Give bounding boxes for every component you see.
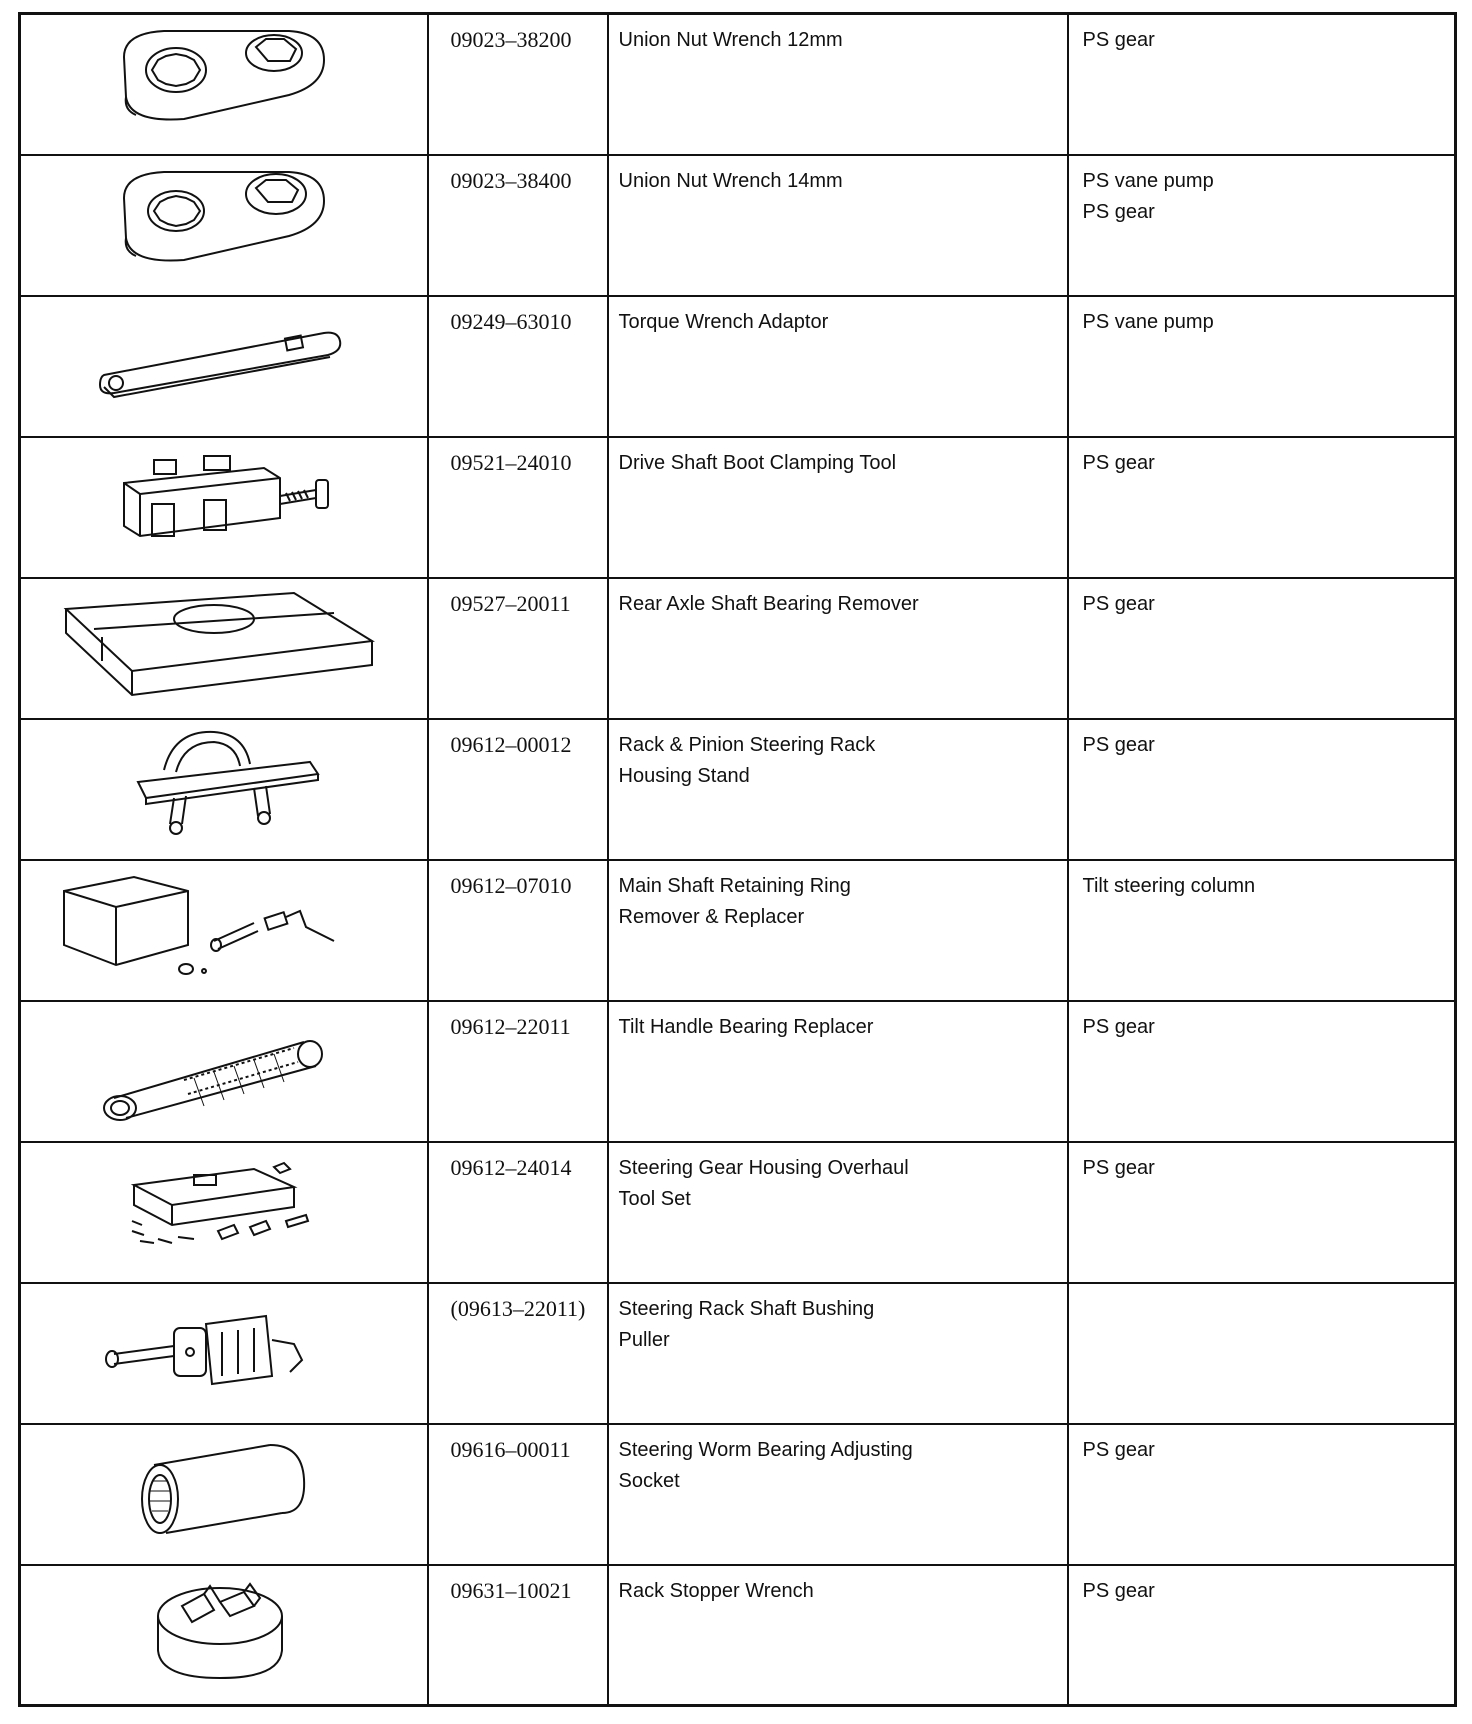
union-nut-wrench-14mm-icon <box>54 156 394 276</box>
table-row <box>20 14 1456 155</box>
boot-clamping-tool-icon <box>54 438 394 558</box>
tool-illustration-cell <box>20 860 428 1001</box>
part-number: 09612–07010 <box>428 860 608 1001</box>
usage-line: PS gear <box>1082 1156 1155 1179</box>
part-number: 09023–38400 <box>428 155 608 296</box>
tool-usage <box>1068 437 1456 578</box>
part-number: 09612–22011 <box>428 1001 608 1142</box>
part-number: 09023–38200 <box>428 14 608 155</box>
bearing-replacer-icon <box>54 1002 394 1122</box>
tool-illustration-cell <box>20 1142 428 1283</box>
part-number: (09613–22011) <box>428 1283 608 1424</box>
tool-usage <box>1068 1142 1456 1283</box>
tool-illustration-cell <box>20 1283 428 1424</box>
part-number: 09616–00011 <box>428 1424 608 1565</box>
table-row <box>20 860 1456 1001</box>
tool-usage <box>1068 860 1456 1001</box>
table-row <box>20 1565 1456 1706</box>
table-row <box>20 437 1456 578</box>
part-number: 09612–00012 <box>428 719 608 860</box>
tool-name <box>608 14 1068 155</box>
tool-name <box>608 860 1068 1001</box>
table-row <box>20 1142 1456 1283</box>
retaining-ring-kit-icon <box>54 861 394 981</box>
tool-name <box>608 1142 1068 1283</box>
usage-line: PS gear <box>1082 592 1155 615</box>
tool-name-line: Steering Rack Shaft Bushing <box>618 1297 875 1320</box>
tool-illustration-cell <box>20 578 428 719</box>
table-row <box>20 719 1456 860</box>
tool-name-line: Main Shaft Retaining Ring <box>618 874 851 897</box>
part-number: 09521–24010 <box>428 437 608 578</box>
tool-name <box>608 437 1068 578</box>
tool-usage <box>1068 719 1456 860</box>
tool-usage <box>1068 1001 1456 1142</box>
usage-line: Tilt steering column <box>1082 874 1256 897</box>
tool-name <box>608 296 1068 437</box>
overhaul-tool-set-icon <box>54 1143 394 1263</box>
adjusting-socket-icon <box>54 1425 394 1545</box>
usage-line: PS gear <box>1082 1015 1155 1038</box>
tool-name-line: Tool Set <box>618 1187 691 1210</box>
tool-usage <box>1068 1565 1456 1706</box>
tool-name-line: Rack Stopper Wrench <box>618 1579 814 1602</box>
usage-line: PS gear <box>1082 200 1155 223</box>
tool-name-line: Tilt Handle Bearing Replacer <box>618 1015 874 1038</box>
tool-name <box>608 719 1068 860</box>
table-row <box>20 155 1456 296</box>
table-row <box>20 578 1456 719</box>
tool-name <box>608 1283 1068 1424</box>
tool-usage <box>1068 155 1456 296</box>
tool-name-line: Torque Wrench Adaptor <box>618 310 829 333</box>
tool-name-line: Socket <box>618 1469 680 1492</box>
tool-usage <box>1068 296 1456 437</box>
tool-name <box>608 1001 1068 1142</box>
tool-name-line: Steering Gear Housing Overhaul <box>618 1156 909 1179</box>
part-number: 09631–10021 <box>428 1565 608 1706</box>
usage-line: PS gear <box>1082 1579 1155 1602</box>
tool-name-line: Puller <box>618 1328 670 1351</box>
usage-line: PS gear <box>1082 733 1155 756</box>
housing-stand-icon <box>54 720 394 840</box>
union-nut-wrench-12mm-icon <box>54 15 394 135</box>
usage-line: PS gear <box>1082 451 1155 474</box>
tool-illustration-cell <box>20 1001 428 1142</box>
tool-name <box>608 155 1068 296</box>
tool-name-line: Housing Stand <box>618 764 750 787</box>
tool-illustration-cell <box>20 1565 428 1706</box>
tool-usage <box>1068 578 1456 719</box>
tool-name-line: Rear Axle Shaft Bearing Remover <box>618 592 919 615</box>
rack-stopper-wrench-icon <box>54 1566 394 1686</box>
special-service-tools-table <box>18 12 1457 1707</box>
part-number: 09527–20011 <box>428 578 608 719</box>
usage-line: PS gear <box>1082 29 1155 51</box>
tool-illustration-cell <box>20 155 428 296</box>
tool-illustration-cell <box>20 296 428 437</box>
tool-illustration-cell <box>20 437 428 578</box>
usage-line: PS gear <box>1082 1438 1155 1461</box>
table-row <box>20 1001 1456 1142</box>
tool-usage <box>1068 1424 1456 1565</box>
tool-name <box>608 578 1068 719</box>
part-number: 09249–63010 <box>428 296 608 437</box>
tool-name-line: Union Nut Wrench 14mm <box>618 169 843 192</box>
tool-name-line: Steering Worm Bearing Adjusting <box>618 1438 913 1461</box>
usage-line: PS vane pump <box>1082 169 1214 192</box>
bushing-puller-icon <box>54 1284 394 1404</box>
tool-name <box>608 1424 1068 1565</box>
tool-name-line: Drive Shaft Boot Clamping Tool <box>618 451 897 474</box>
part-number: 09612–24014 <box>428 1142 608 1283</box>
table-row <box>20 1283 1456 1424</box>
bearing-remover-plate-icon <box>54 579 394 699</box>
torque-wrench-adaptor-icon <box>54 297 394 417</box>
tool-illustration-cell <box>20 14 428 155</box>
table-row <box>20 1424 1456 1565</box>
tool-usage <box>1068 1283 1456 1424</box>
tool-name <box>608 1565 1068 1706</box>
usage-line: PS vane pump <box>1082 310 1214 333</box>
tool-illustration-cell <box>20 719 428 860</box>
tool-usage <box>1068 14 1456 155</box>
table-row <box>20 296 1456 437</box>
tool-name-line: Rack & Pinion Steering Rack <box>618 733 876 756</box>
tool-name-line: Remover & Replacer <box>618 905 805 928</box>
tool-name-line: Union Nut Wrench 12mm <box>618 29 843 51</box>
tool-illustration-cell <box>20 1424 428 1565</box>
